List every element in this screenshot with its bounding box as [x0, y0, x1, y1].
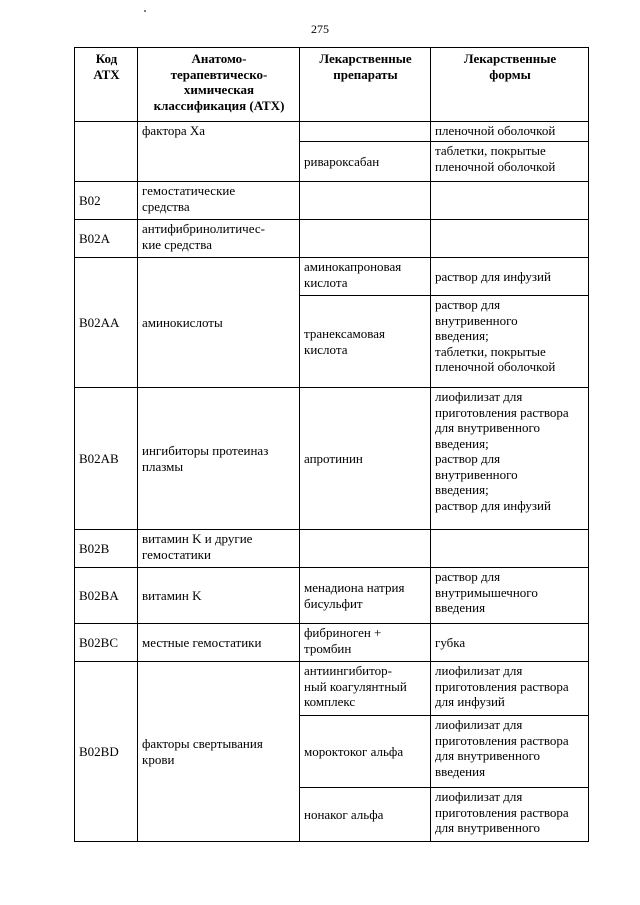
- drug-cell: [300, 530, 431, 568]
- classification-cell: гемостатические средства: [138, 182, 300, 220]
- header-classification: Анатомо- терапевтическо- химическая классификация (АТХ): [138, 48, 300, 122]
- form-cell: раствор для внутримышечного введения: [431, 568, 589, 624]
- table-row: [75, 530, 589, 568]
- form-cell: таблетки, покрытые пленочной оболочкой: [431, 142, 589, 182]
- classification-cell: местные гемостатики: [138, 624, 300, 662]
- form-cell: [431, 182, 589, 220]
- code-cell: B02BC: [75, 624, 138, 662]
- classification-cell: факторы свертывания крови: [138, 662, 300, 842]
- form-cell: раствор для инфузий: [431, 258, 589, 296]
- form-cell: [431, 530, 589, 568]
- drug-cell: нонаког альфа: [300, 788, 431, 842]
- form-cell: лиофилизат для приготовления раствора для внутривенного: [431, 788, 589, 842]
- table-row: [75, 568, 589, 624]
- page-number: 275: [311, 22, 329, 36]
- code-cell: B02BD: [75, 662, 138, 842]
- code-cell: B02A: [75, 220, 138, 258]
- drug-cell: [300, 220, 431, 258]
- classification-cell: фактора Xa: [138, 122, 300, 182]
- table-row: [75, 662, 589, 716]
- table-row: [75, 182, 589, 220]
- code-cell: B02AA: [75, 258, 138, 388]
- form-cell: губка: [431, 624, 589, 662]
- form-cell: раствор для внутривенного введения; таблетки, покрытые пленочной оболочкой: [431, 296, 589, 388]
- drug-cell: антиингибитор- ный коагулянтный комплекс: [300, 662, 431, 716]
- header-row: [75, 48, 589, 122]
- table-row: [75, 258, 589, 296]
- code-cell: [75, 122, 138, 182]
- classification-cell: аминокислоты: [138, 258, 300, 388]
- classification-cell: антифибринолитичес- кие средства: [138, 220, 300, 258]
- form-cell: лиофилизат для приготовления раствора для внутривенного введения: [431, 716, 589, 788]
- drug-cell: апротинин: [300, 388, 431, 530]
- classification-cell: витамин K: [138, 568, 300, 624]
- drug-cell: менадиона натрия бисульфит: [300, 568, 431, 624]
- form-cell: лиофилизат для приготовления раствора для инфузий: [431, 662, 589, 716]
- form-cell: лиофилизат для приготовления раствора для внутривенного введения; раствор для внутривенного введения; раствор для инфузий: [431, 388, 589, 530]
- table-row: [75, 624, 589, 662]
- code-cell: B02B: [75, 530, 138, 568]
- header-forms: Лекарственные формы: [431, 48, 589, 122]
- drug-cell: аминокапроновая кислота: [300, 258, 431, 296]
- form-cell: [431, 220, 589, 258]
- header-drugs: Лекарственные препараты: [300, 48, 431, 122]
- classification-cell: ингибиторы протеиназ плазмы: [138, 388, 300, 530]
- classification-cell: витамин K и другие гемостатики: [138, 530, 300, 568]
- drug-cell: [300, 182, 431, 220]
- scan-dot: [144, 10, 146, 12]
- drug-cell: транексамовая кислота: [300, 296, 431, 388]
- drug-cell: ривароксабан: [300, 142, 431, 182]
- drug-cell: мороктоког альфа: [300, 716, 431, 788]
- drug-cell: фибриноген + тромбин: [300, 624, 431, 662]
- header-code: Код АТХ: [75, 48, 138, 122]
- drug-cell: [300, 122, 431, 142]
- table-row: [75, 388, 589, 530]
- form-cell: пленочной оболочкой: [431, 122, 589, 142]
- code-cell: B02: [75, 182, 138, 220]
- code-cell: B02AB: [75, 388, 138, 530]
- code-cell: B02BA: [75, 568, 138, 624]
- table-row: [75, 220, 589, 258]
- table-row: [75, 122, 589, 142]
- atc-table: [74, 47, 589, 842]
